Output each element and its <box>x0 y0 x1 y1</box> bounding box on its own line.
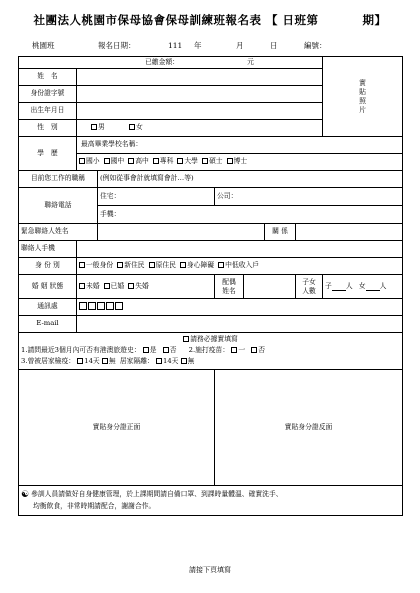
yin-yang-icon: ☯ <box>21 490 30 500</box>
photo-box[interactable]: 實 貼 照 片 <box>323 57 403 137</box>
marital-checkbox-2[interactable] <box>128 283 134 289</box>
id-label: 身份證字號 <box>19 86 77 103</box>
q3-isolation-none-checkbox[interactable] <box>181 358 187 364</box>
id-card-back-box[interactable]: 實貼身分證反面 <box>215 370 403 486</box>
relation-label: 關 係 <box>265 224 296 241</box>
spouse-name-field[interactable] <box>244 275 296 299</box>
paid-amount-row[interactable] <box>19 57 323 69</box>
date-label: 報名日期： <box>98 41 136 50</box>
id-field[interactable] <box>77 86 323 103</box>
status-checkbox-1[interactable] <box>117 262 123 268</box>
title-organization: 社團法人桃園市保母協會保母訓練班報名表 <box>33 13 262 27</box>
health-declaration: 請務必據實填寫 1.請問最近3個月內可否有港澳旅遊史： 是 否 2.施打疫苗： 一 否 3.曾被居家檢疫： 14天 無 居家隔離： 14天 無 <box>19 333 403 370</box>
contact-phone-label: 聯絡電話 <box>19 188 98 224</box>
id-card-front-box[interactable]: 實貼身分證正面 <box>19 370 215 486</box>
q3-14-checkbox[interactable] <box>77 358 83 364</box>
form-title <box>0 14 420 27</box>
status-checkbox-3[interactable] <box>180 262 186 268</box>
registration-form <box>18 56 403 516</box>
status-label: 身 份 別 <box>19 258 77 275</box>
continue-next-page: 請接下頁填寫 <box>189 566 231 574</box>
q1-no-checkbox[interactable] <box>163 347 169 353</box>
name-field[interactable] <box>77 69 323 86</box>
education-label: 學 歷 <box>19 137 77 171</box>
edu-checkbox-3[interactable] <box>153 158 159 164</box>
paid-label: 已繳金額： <box>145 57 179 66</box>
marital-options: 未婚 已婚 失婚 <box>77 275 215 299</box>
status-checkbox-4[interactable] <box>218 262 224 268</box>
paid-unit: 元 <box>247 57 254 66</box>
emergency-mobile-field[interactable] <box>77 241 403 258</box>
status-checkbox-2[interactable] <box>149 262 155 268</box>
emergency-contact-field[interactable] <box>98 224 265 241</box>
edu-checkbox-1[interactable] <box>104 158 110 164</box>
postal-box-2[interactable] <box>88 302 96 310</box>
job-title-field[interactable]: (例如從事會計就填寫會計…等) <box>98 171 403 188</box>
children-label: 子女 人數 <box>296 275 323 299</box>
home-phone-field[interactable]: 住宅： <box>98 188 215 206</box>
year-value: 111 <box>168 41 183 50</box>
job-title-label: 目前您工作的職稱 <box>19 171 98 188</box>
title-class: 日班第 <box>282 13 319 27</box>
title-bracket-open: 【 <box>266 13 278 27</box>
gender-field: 男 女 <box>77 120 323 137</box>
marital-checkbox-0[interactable] <box>79 283 85 289</box>
education-options: 國小 國中 高中 專科 大學 碩士 博士 <box>77 154 403 171</box>
year-unit: 年 <box>194 41 202 50</box>
children-count-field[interactable]: 子 人 女 人 <box>323 275 403 299</box>
email-field[interactable] <box>77 316 403 333</box>
day-unit: 日 <box>270 41 278 50</box>
postal-code-field[interactable] <box>77 299 403 316</box>
q2-one-checkbox[interactable] <box>231 347 237 353</box>
edu-checkbox-6[interactable] <box>227 158 233 164</box>
emergency-contact-label: 緊急聯絡人姓名 <box>19 224 98 241</box>
status-checkbox-0[interactable] <box>79 262 85 268</box>
edu-checkbox-4[interactable] <box>177 158 183 164</box>
address-label: 通訊處 <box>19 299 77 316</box>
q3-isolation-14-checkbox[interactable] <box>156 358 162 364</box>
health-notice: ☯ 參訓人員請做好自身健康管理，於上課期間請自備口罩、到課時量體溫、確實洗手、 均衡飲食，非常時期請配合，謝謝合作。 <box>19 486 403 516</box>
company-phone-field[interactable]: 公司： <box>215 188 403 206</box>
relation-field[interactable] <box>296 224 403 241</box>
dob-label: 出生年月日 <box>19 103 77 120</box>
class-name: 桃園班 <box>32 41 55 50</box>
postal-box-4[interactable] <box>106 302 114 310</box>
serial-label: 編號： <box>304 41 327 50</box>
gender-male-checkbox[interactable] <box>91 124 97 130</box>
email-label: E-mail <box>19 316 77 333</box>
title-period: 期】 <box>362 13 387 27</box>
marital-checkbox-1[interactable] <box>104 283 110 289</box>
status-options: 一般身份 新住民 原住民 身心障礙 中低收入戶 <box>77 258 403 275</box>
marital-label: 婚 姻 狀態 <box>19 275 77 299</box>
edu-checkbox-2[interactable] <box>128 158 134 164</box>
postal-box-5[interactable] <box>115 302 123 310</box>
mobile-phone-field[interactable]: 手機： <box>98 206 403 224</box>
gender-label: 性 別 <box>19 120 77 137</box>
q3-none-checkbox[interactable] <box>102 358 108 364</box>
school-name-field[interactable]: 最高畢業學校名稱： <box>77 137 403 154</box>
header-line <box>32 42 392 54</box>
emergency-mobile-label: 聯絡人手機 <box>19 241 77 258</box>
edu-checkbox-0[interactable] <box>79 158 85 164</box>
postal-box-3[interactable] <box>97 302 105 310</box>
health-confirm-checkbox[interactable] <box>183 336 189 342</box>
name-label: 姓 名 <box>19 69 77 86</box>
dob-field[interactable] <box>77 103 323 120</box>
gender-female-checkbox[interactable] <box>129 124 135 130</box>
q1-yes-checkbox[interactable] <box>143 347 149 353</box>
q2-no-checkbox[interactable] <box>251 347 257 353</box>
month-unit: 月 <box>236 41 244 50</box>
spouse-label: 配偶 姓名 <box>215 275 244 299</box>
edu-checkbox-5[interactable] <box>202 158 208 164</box>
postal-box-1[interactable] <box>79 302 87 310</box>
